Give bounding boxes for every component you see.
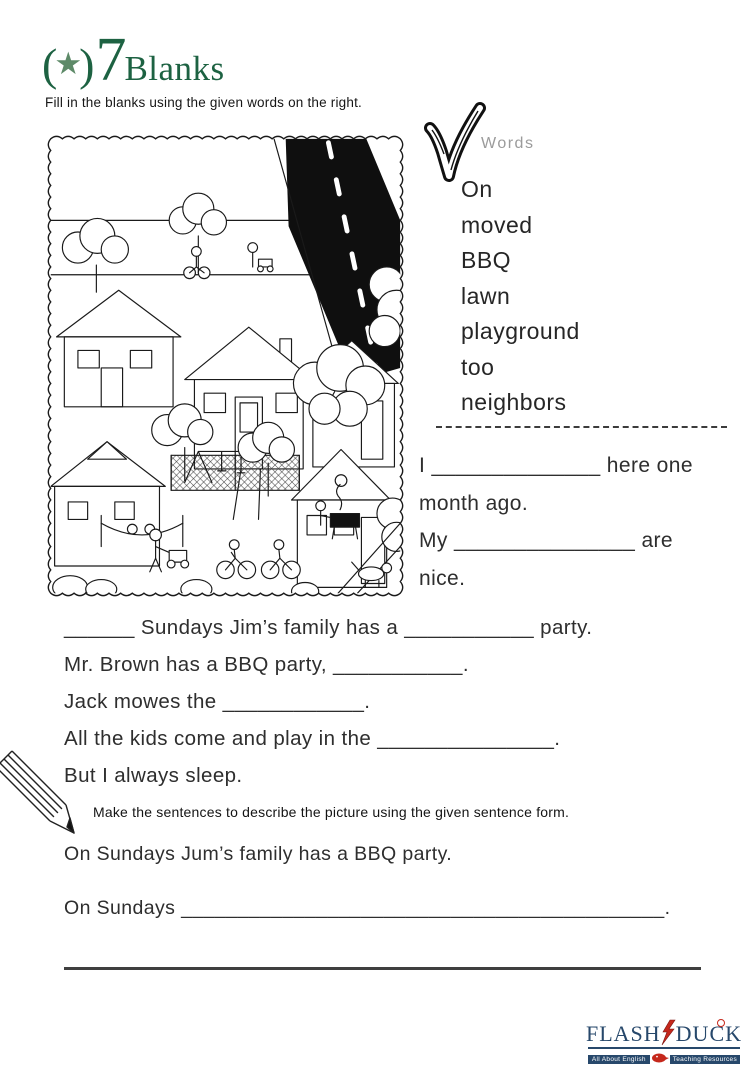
word-list (461, 172, 580, 421)
brand-paren-close: ) (79, 39, 95, 90)
sentence-line: Jack mowes the ____________. (64, 690, 371, 713)
word-item: lawn (461, 282, 511, 309)
worksheet-brand (42, 26, 225, 94)
sentence-line: nice. (419, 566, 466, 590)
word-item: moved (461, 211, 533, 238)
word-item: neighbors (461, 389, 567, 415)
sentence-line: All the kids come and play in the _______________. (64, 727, 561, 750)
sentence-line: But I always sleep. (64, 764, 243, 787)
writing-instruction: Make the sentences to describe the picture using the given sentence form. (93, 804, 570, 820)
prompt-sentence: On Sundays ___________________________________________. (64, 897, 671, 919)
words-panel-title: Words (481, 135, 535, 152)
duck-c-swirl-icon (717, 1019, 725, 1027)
tagline-right: Teaching Resources (670, 1055, 740, 1064)
sentence-line: My _______________ are (419, 529, 674, 552)
flashduck-taglines (588, 1050, 740, 1068)
worksheet-instruction: Fill in the blanks using the given words on the right. (45, 95, 362, 110)
star-icon: ★ (54, 46, 83, 81)
word-item: BBQ (461, 247, 512, 273)
fill-in-sentences-left (64, 609, 734, 794)
brand-number: 7 (95, 26, 125, 94)
duck-head-icon (651, 1050, 669, 1068)
sentence-line: Mr. Brown has a BBQ party, ___________. (64, 653, 469, 676)
logo-flash-text: FLASH (585, 1021, 661, 1046)
sentence-line: ______ Sundays Jim’s family has a ___________ party. (64, 616, 593, 639)
sentence-line: month ago. (419, 491, 529, 515)
word-item: On (461, 176, 493, 202)
sentence-line: I ______________ here one (419, 454, 693, 477)
word-item: playground (461, 318, 580, 344)
flashduck-logo (585, 1016, 743, 1068)
neighborhood-illustration (42, 128, 409, 604)
pencil-icon (0, 747, 94, 852)
example-sentence: On Sundays Jum’s family has a BBQ party. (64, 843, 453, 865)
flashduck-wordmark (585, 1016, 743, 1049)
dashed-divider (436, 426, 727, 428)
fill-in-sentences-right (419, 447, 693, 597)
answer-blank-line (64, 967, 701, 970)
brand-name: Blanks (124, 49, 225, 88)
logo-duck-text: DUCK (675, 1021, 743, 1046)
word-item: too (461, 353, 495, 380)
lightning-bolt-icon (662, 1020, 675, 1050)
brand-paren-open: ( (42, 39, 58, 90)
tagline-left: All About English (588, 1055, 650, 1064)
